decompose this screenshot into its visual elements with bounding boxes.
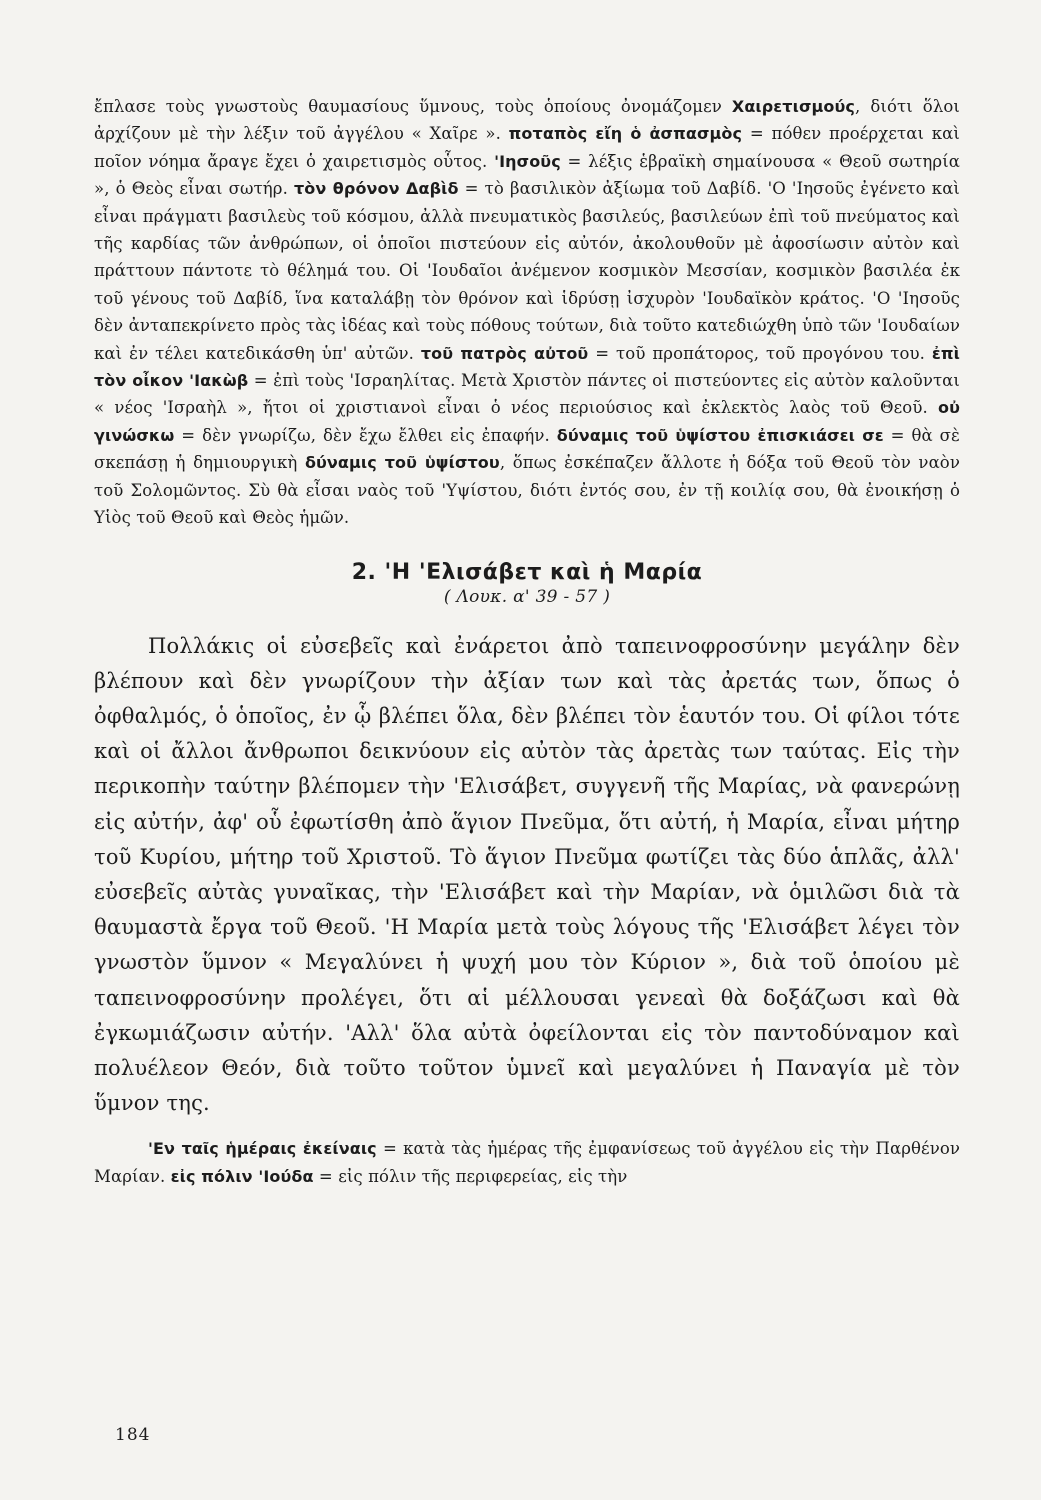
term-bold: 'Ιησοῦς <box>494 151 561 171</box>
commentary-paragraph-2 <box>94 1135 960 1190</box>
section-title: 2. 'Η 'Ελισάβετ καὶ ἡ Μαρία <box>351 559 703 585</box>
section-heading <box>94 560 960 607</box>
main-paragraph: Πολλάκις οἱ εὐσεβεῖς καὶ ἐνάρετοι ἀπὸ ταπεινοφροσύνην μεγάλην δὲν βλέπουν καὶ δὲν γνωρίζουν τὴν ἀξίαν των καὶ τὰς ἀρετάς των, ὅπως ὁ ὀφθαλμός, ὁ ὁποῖος, ἐν ᾧ βλέπει ὅλα, δὲν βλέπει τὸν ἑαυτόν του. Οἱ φίλοι τότε καὶ οἱ ἄλλοι ἄνθρωποι δεικνύουν εἰς αὐτὸν τὰς ἀρετὰς των ταύτας. Εἰς τὴν περικοπὴν ταύτην βλέπομεν τὴν 'Ελισάβετ, συγγενῆ τῆς Μαρίας, νὰ φανερώνῃ εἰς αὐτήν, ἀφ' οὗ ἐφωτίσθη ἀπὸ ἅγιον Πνεῦμα, ὅτι αὐτή, ἡ Μαρία, εἶναι μήτηρ τοῦ Κυρίου, μήτηρ τοῦ Χριστοῦ. Τὸ ἅγιον Πνεῦμα φωτίζει τὰς δύο ἁπλᾶς, ἀλλ' εὐσεβεῖς αὐτὰς γυναῖκας, τὴν 'Ελισάβετ καὶ τὴν Μαρίαν, νὰ ὁμιλῶσι διὰ τὰ θαυμαστὰ ἔργα τοῦ Θεοῦ. 'Η Μαρία μετὰ τοὺς λόγους τῆς 'Ελισάβετ λέγει τὸν γνωστὸν ὕμνον « Μεγαλύνει ἡ ψυχή μου τὸν Κύριον », διὰ τοῦ ὁποίου μὲ ταπεινοφροσύνην προλέγει, ὅτι αἱ μέλλουσαι γενεαὶ θὰ δοξάζωσι καὶ θὰ ἐγκωμιάζωσιν αὐτήν. 'Αλλ' ὅλα αὐτὰ ὀφείλονται εἰς τὸν παντοδύναμον καὶ πολυέλεον Θεόν, διὰ τοῦτο τοῦτον ὑμνεῖ καὶ μεγαλύνει ἡ Παναγία μὲ τὸν ὕμνον της. <box>94 633 960 1116</box>
text-run: = τὸ βασιλικὸν ἀξίωμα τοῦ Δαβίδ. 'Ο 'Ιησοῦς ἐγένετο καὶ εἶναι πράγματι βασιλεὺς τοῦ κόσμου, ἀλλὰ πνευματικὸς βασιλεύς, βασιλεύων ἐπὶ τοῦ πνεύματος καὶ τῆς καρδίας τῶν ἀνθρώπων, οἱ ὁποῖοι πιστεύουν εἰς αὐτόν, ἀκολουθοῦν μὲ ἀφοσίωσιν αὐτὸν καὶ πράττουν πάντοτε τὸ θέλημά του. Οἱ 'Ιουδαῖοι ἀνέμενον κοσμικὸν Μεσσίαν, κοσμικὸν βασιλέα ἐκ τοῦ γένους τοῦ Δαβίδ, ἵνα καταλάβῃ τὸν θρόνον καὶ ἱδρύσῃ ἰσχυρὸν 'Ιουδαϊκὸν κράτος. 'Ο 'Ιησοῦς δὲν ἀνταπεκρίνετο πρὸς τὰς ἰδέας καὶ τοὺς πόθους τούτων, διὰ τοῦτο κατεδιώχθη ὑπὸ τῶν 'Ιουδαίων καὶ ἐν τέλει κατεδικάσθη ὑπ' αὐτῶν. <box>94 179 961 363</box>
page-number: 184 <box>115 1425 151 1445</box>
term-bold: τοῦ πατρὸς αὐτοῦ <box>420 343 589 363</box>
text-run: = λέξις ἑβραϊκὴ σημαίνουσα « Θεοῦ σωτηρία », ὁ Θεὸς εἶναι σωτήρ. <box>94 151 961 199</box>
text-run: , διότι ὅλοι ἀρχίζουν μὲ τὴν λέξιν τοῦ ἀγγέλου « Χαῖρε ». <box>94 97 960 144</box>
text-run: = θὰ σὲ σκεπάσῃ ἡ δημιουργικὴ <box>94 425 960 473</box>
term-bold: δύναμις τοῦ ὑψίστου <box>304 453 500 473</box>
page-body <box>94 93 960 1190</box>
term-bold: ποταπὸς εἴη ὁ ἀσπασμὸς <box>508 124 743 144</box>
text-run: , ὅπως ἐσκέπαζεν ἄλλοτε ἡ δόξα τοῦ Θεοῦ τὸν ναὸν τοῦ Σολομῶντος. Σὺ θὰ εἶσαι ναὸς τοῦ 'Υψίστου, διότι ἐντός σου, ἐν τῇ κοιλίᾳ σου, θὰ ἐνοικήσῃ ὁ Υἱὸς τοῦ Θεοῦ καὶ Θεὸς ἡμῶν. <box>94 453 960 528</box>
term-bold: δύναμις τοῦ ὑψίστου ἐπισκιάσει σε <box>556 425 884 445</box>
term-bold: οὐ γινώσκω <box>94 398 960 445</box>
text-run: = δὲν γνωρίζω, δὲν ἔχω ἔλθει εἰς ἐπαφήν. <box>174 425 557 445</box>
term-bold: 'Εν ταῖς ἡμέραις ἐκείναις <box>148 1139 377 1159</box>
commentary-paragraph <box>94 93 960 532</box>
text-run: = εἰς πόλιν τῆς περιφερείας, εἰς τὴν <box>313 1166 628 1186</box>
term-bold: ἐπὶ τὸν οἶκον 'Ιακὼβ <box>94 343 960 391</box>
term-bold: Χαιρετισμούς <box>731 97 855 116</box>
text-run: ἔπλασε τοὺς γνωστοὺς θαυμασίους ὕμνους, τοὺς ὁποίους ὀνομάζομεν <box>94 97 732 116</box>
term-bold: τὸν θρόνον Δαβὶδ <box>294 179 459 199</box>
term-bold: εἰς πόλιν 'Ιούδα <box>170 1166 314 1186</box>
text-run: = τοῦ προπάτορος, τοῦ προγόνου του. <box>588 343 932 363</box>
text-run: = πόθεν προέρχεται καὶ ποῖον νόημα ἄραγε ἔχει ὁ χαιρετισμὸς οὗτος. <box>94 124 960 171</box>
text-run: = ἐπὶ τοὺς 'Ισραηλίτας. Μετὰ Χριστὸν πάντες οἱ πιστεύοντες εἰς αὐτὸν καλοῦνται « νέος 'Ισραὴλ », ἤτοι οἱ χριστιανοὶ εἶναι ὁ νέος περιούσιος καὶ ἐκλεκτὸς λαὸς τοῦ Θεοῦ. <box>94 371 960 418</box>
text-run: = κατὰ τὰς ἡμέρας τῆς ἐμφανίσεως τοῦ ἀγγέλου εἰς τὴν Παρθένον Μαρίαν. <box>94 1139 960 1186</box>
section-reference: ( Λουκ. α' 39 - 57 ) <box>443 586 611 607</box>
